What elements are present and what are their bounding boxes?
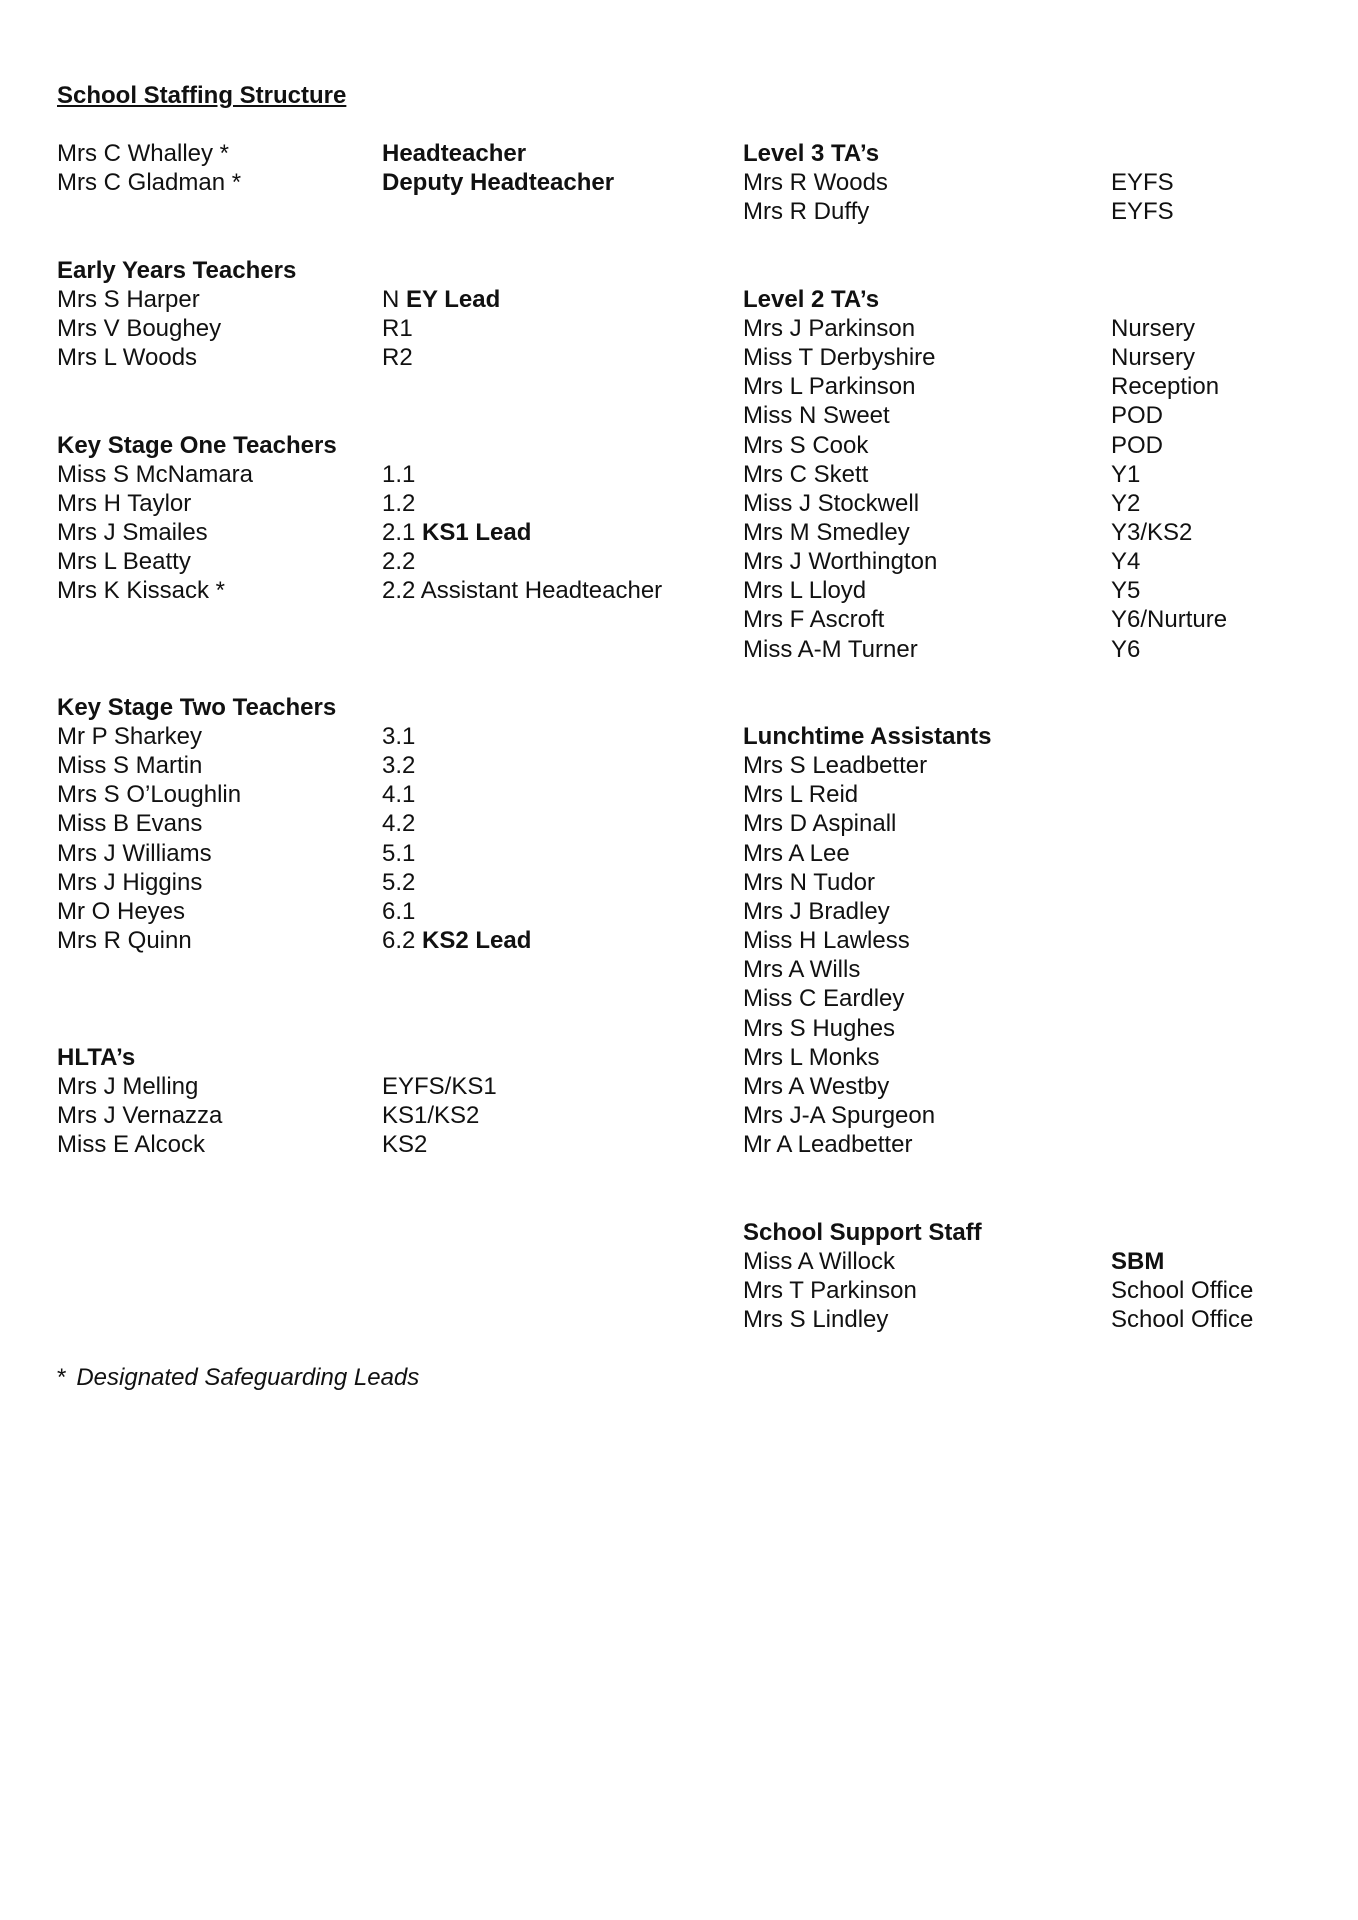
role-text: Y6/Nurture xyxy=(1111,606,1228,634)
staff-name: Mrs L Parkinson xyxy=(743,373,916,401)
staff-name: Mrs V Boughey xyxy=(57,314,222,342)
staff-name: Mrs L Monks xyxy=(743,1043,880,1071)
role-text: 2.2 xyxy=(382,548,416,576)
staff-name: Miss B Evans xyxy=(57,810,203,838)
footnote-marker: * xyxy=(57,1364,67,1392)
staff-role xyxy=(382,751,415,780)
staff-role xyxy=(1111,431,1163,460)
staff-role xyxy=(382,809,415,838)
role-text: 3.2 xyxy=(382,752,416,780)
section-heading: Key Stage One Teachers xyxy=(57,431,337,459)
role-text: 4.1 xyxy=(382,781,416,809)
role-text: EYFS xyxy=(1111,169,1174,197)
staff-role xyxy=(1111,1305,1253,1334)
staff-name: Mrs R Woods xyxy=(743,169,888,197)
staff-role xyxy=(382,139,526,168)
staff-name: Miss S Martin xyxy=(57,752,203,780)
staff-role xyxy=(382,1101,479,1130)
staff-name: Mrs N Tudor xyxy=(743,868,876,896)
staff-name: Mrs D Aspinall xyxy=(743,810,897,838)
role-emphasis: KS1 Lead xyxy=(422,519,532,546)
staff-name: Mrs L Reid xyxy=(743,781,859,809)
staff-role xyxy=(382,839,415,868)
role-emphasis: SBM xyxy=(1111,1247,1165,1275)
role-text: Reception xyxy=(1111,373,1220,401)
role-text: Nursery xyxy=(1111,344,1196,371)
section-heading: School Support Staff xyxy=(743,1218,982,1246)
staff-name: Mrs C Skett xyxy=(743,460,869,488)
staff-role xyxy=(1111,547,1140,576)
staff-role xyxy=(382,1072,497,1101)
staff-name: Mrs S Leadbetter xyxy=(743,752,928,780)
staff-name: Miss S McNamara xyxy=(57,460,254,488)
staff-name: Mr A Leadbetter xyxy=(743,1131,913,1159)
role-text: 5.2 xyxy=(382,868,416,896)
staff-name: Miss E Alcock xyxy=(57,1131,206,1159)
staff-name: Mrs J Melling xyxy=(57,1072,199,1100)
role-text: Y4 xyxy=(1111,548,1141,576)
staff-role xyxy=(382,722,415,751)
staff-role xyxy=(1111,605,1227,634)
staff-name: Mrs S Cook xyxy=(743,431,869,459)
staff-role xyxy=(382,897,415,926)
staff-name: Miss C Eardley xyxy=(743,985,905,1013)
staff-name: Mrs L Lloyd xyxy=(743,577,867,605)
role-text: 6.2 xyxy=(382,927,423,954)
role-text: R2 xyxy=(382,344,413,371)
staff-role xyxy=(382,489,415,518)
staff-name: Miss A Willock xyxy=(743,1247,896,1275)
staff-role xyxy=(1111,1247,1164,1276)
staff-name: Mrs L Woods xyxy=(57,344,198,371)
staff-role xyxy=(1111,489,1140,518)
staff-name: Mrs T Parkinson xyxy=(743,1276,917,1304)
staff-name: Mrs A Westby xyxy=(743,1072,890,1100)
staff-name: Mrs R Quinn xyxy=(57,927,192,954)
role-text: POD xyxy=(1111,402,1164,430)
role-emphasis: EY Lead xyxy=(406,285,501,313)
staff-role xyxy=(382,547,415,576)
staff-name: Mrs F Ascroft xyxy=(743,606,885,634)
role-text: KS1/KS2 xyxy=(382,1101,480,1129)
role-emphasis: Headteacher xyxy=(382,140,527,167)
staff-name: Mrs S Harper xyxy=(57,285,200,313)
role-text: N xyxy=(382,285,406,313)
staff-role xyxy=(382,314,413,343)
staff-name: Miss J Stockwell xyxy=(743,489,920,517)
role-text: 3.1 xyxy=(382,723,416,750)
staff-role xyxy=(382,780,415,809)
role-text: 4.2 xyxy=(382,810,416,838)
staff-role xyxy=(382,576,662,605)
footnote xyxy=(57,1363,419,1392)
staff-name: Mrs J Bradley xyxy=(743,897,890,925)
staff-role xyxy=(1111,372,1219,401)
staff-role xyxy=(1111,635,1140,664)
staff-role xyxy=(1111,518,1192,547)
staff-role xyxy=(1111,460,1140,489)
staff-role xyxy=(1111,168,1174,197)
staff-name: Mrs J Smailes xyxy=(57,519,208,546)
role-text: Y6 xyxy=(1111,635,1141,663)
role-text: Y2 xyxy=(1111,489,1141,517)
role-text: 1.2 xyxy=(382,489,416,517)
staff-name: Mrs C Whalley * xyxy=(57,140,230,167)
staff-role xyxy=(382,460,415,489)
staff-name: Mrs M Smedley xyxy=(743,519,910,546)
staff-role xyxy=(382,518,531,547)
staff-role xyxy=(382,926,531,955)
staff-name: Mrs S Hughes xyxy=(743,1014,896,1042)
staff-role xyxy=(1111,343,1195,372)
staff-name: Mrs J-A Spurgeon xyxy=(743,1101,936,1129)
role-text: EYFS xyxy=(1111,198,1174,226)
role-text: EYFS/KS1 xyxy=(382,1072,497,1100)
role-text: 5.1 xyxy=(382,839,416,867)
section-heading: Level 2 TA’s xyxy=(743,285,880,313)
role-text: Nursery xyxy=(1111,314,1196,342)
staff-role xyxy=(382,285,500,314)
role-text: 6.1 xyxy=(382,897,416,925)
staff-role xyxy=(1111,314,1195,343)
role-text: POD xyxy=(1111,431,1164,459)
role-text: School Office xyxy=(1111,1276,1254,1304)
staff-role xyxy=(1111,1276,1253,1305)
staff-name: Mrs R Duffy xyxy=(743,198,870,226)
staff-role xyxy=(1111,197,1174,226)
staff-name: Mrs J Higgins xyxy=(57,868,203,896)
staff-name: Mrs L Beatty xyxy=(57,548,191,576)
role-text: R1 xyxy=(382,314,413,342)
role-text: Y3/KS2 xyxy=(1111,519,1193,546)
role-emphasis: Deputy Headteacher xyxy=(382,169,615,197)
staff-name: Miss N Sweet xyxy=(743,402,890,430)
staff-role xyxy=(1111,401,1163,430)
staff-name: Miss T Derbyshire xyxy=(743,344,936,371)
staff-name: Mrs K Kissack * xyxy=(57,577,226,605)
section-heading: Lunchtime Assistants xyxy=(743,723,992,750)
staff-name: Mr P Sharkey xyxy=(57,723,202,750)
staff-name: Mrs S Lindley xyxy=(743,1306,889,1333)
staff-name: Mrs H Taylor xyxy=(57,489,192,517)
staff-name: Mrs A Wills xyxy=(743,956,861,984)
footnote-text: Designated Safeguarding Leads xyxy=(76,1364,420,1392)
staff-name: Mrs A Lee xyxy=(743,839,850,867)
staff-role xyxy=(382,1130,427,1159)
staff-name: Miss A-M Turner xyxy=(743,635,918,663)
page-title: School Staffing Structure xyxy=(57,82,347,109)
role-text: KS2 xyxy=(382,1131,428,1159)
staff-name: Mrs J Parkinson xyxy=(743,314,916,342)
role-text: 2.1 xyxy=(382,519,423,546)
staff-role xyxy=(382,868,415,897)
staff-role xyxy=(382,343,413,372)
staff-name: Mrs J Vernazza xyxy=(57,1101,223,1129)
staff-name: Mrs J Williams xyxy=(57,839,212,867)
staff-name: Mrs S O’Loughlin xyxy=(57,781,242,809)
section-heading: Key Stage Two Teachers xyxy=(57,693,337,721)
role-text: Y1 xyxy=(1111,460,1141,488)
section-heading: Level 3 TA’s xyxy=(743,140,880,167)
role-text: School Office xyxy=(1111,1306,1254,1333)
role-text: 1.1 xyxy=(382,460,416,488)
staff-role xyxy=(1111,576,1140,605)
section-heading: HLTA’s xyxy=(57,1043,136,1071)
staff-name: Mr O Heyes xyxy=(57,897,186,925)
section-heading: Early Years Teachers xyxy=(57,256,297,284)
staff-role xyxy=(382,168,614,197)
role-text: Y5 xyxy=(1111,577,1141,605)
staff-name: Miss H Lawless xyxy=(743,927,910,954)
role-text: 2.2 Assistant Headteacher xyxy=(382,577,663,605)
role-emphasis: KS2 Lead xyxy=(422,927,532,954)
staff-name: Mrs J Worthington xyxy=(743,548,938,576)
staff-name: Mrs C Gladman * xyxy=(57,169,242,197)
